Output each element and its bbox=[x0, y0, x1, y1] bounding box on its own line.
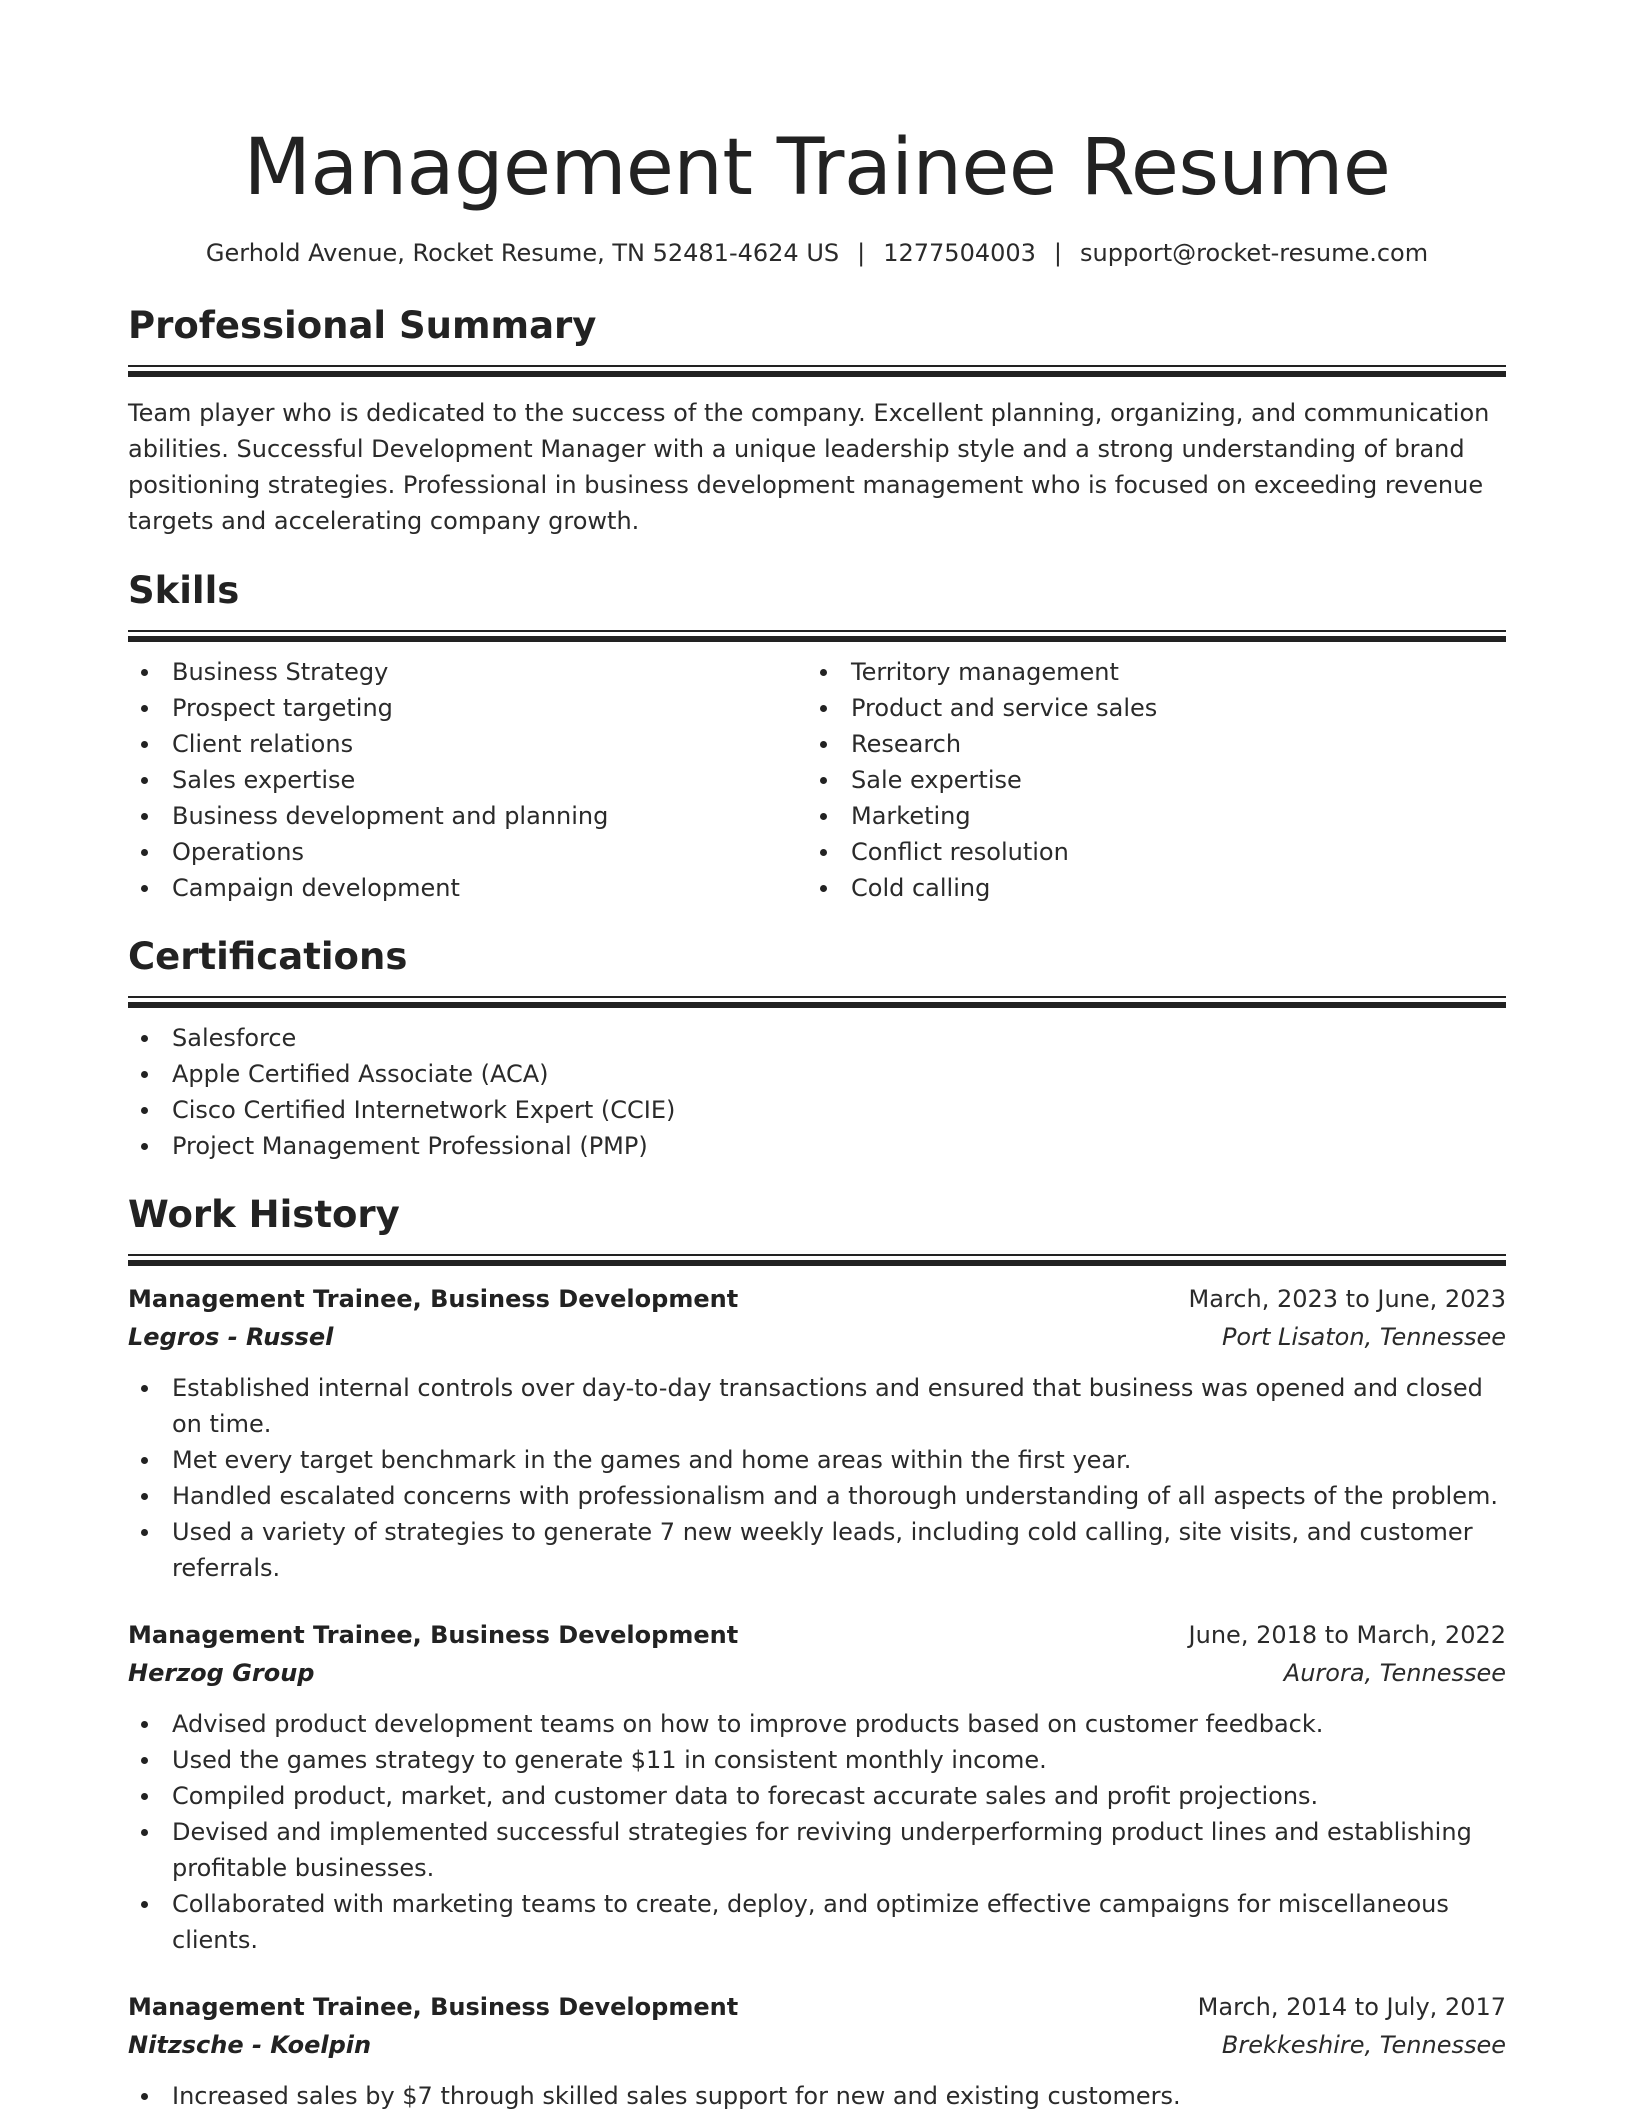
work-history-section bbox=[128, 1192, 1506, 2114]
contact-phone: 1277504003 bbox=[883, 239, 1036, 267]
job-dates: March, 2023 to June, 2023 bbox=[1188, 1285, 1506, 1313]
skills-grid bbox=[128, 654, 1506, 906]
job-location: Aurora, Tennessee bbox=[1283, 1659, 1506, 1687]
job-header-row bbox=[128, 1280, 1506, 1318]
skill-item: Campaign development bbox=[128, 870, 807, 906]
job-entry bbox=[128, 1988, 1506, 2114]
summary-heading: Professional Summary bbox=[128, 304, 597, 347]
job-location: Port Lisaton, Tennessee bbox=[1221, 1323, 1506, 1351]
certification-item: Salesforce bbox=[128, 1020, 1506, 1056]
job-bullets bbox=[128, 1706, 1506, 1958]
skill-item: Client relations bbox=[128, 726, 807, 762]
skill-item: Cold calling bbox=[807, 870, 1486, 906]
job-dates: March, 2014 to July, 2017 bbox=[1197, 1993, 1506, 2021]
job-company: Legros - Russel bbox=[128, 1323, 334, 1351]
certifications-list bbox=[128, 1020, 1506, 1164]
job-location: Brekkeshire, Tennessee bbox=[1221, 2031, 1506, 2059]
job-company-row bbox=[128, 1318, 1506, 1356]
job-bullet: Collaborated with marketing teams to create, deploy, and optimize effective campaigns for miscellaneous clients. bbox=[128, 1886, 1506, 1958]
resume-page bbox=[128, 0, 1506, 2114]
job-company: Nitzsche - Koelpin bbox=[128, 2031, 372, 2059]
skill-item: Marketing bbox=[807, 798, 1486, 834]
job-bullets bbox=[128, 1370, 1506, 1586]
summary-section bbox=[128, 303, 1506, 539]
skill-item: Research bbox=[807, 726, 1486, 762]
job-bullet: Increased sales by $7 through skilled sales support for new and existing customers. bbox=[128, 2078, 1506, 2114]
skill-item: Operations bbox=[128, 834, 807, 870]
skill-item: Sales expertise bbox=[128, 762, 807, 798]
job-company-row bbox=[128, 2026, 1506, 2064]
skill-item: Conflict resolution bbox=[807, 834, 1486, 870]
certifications-heading: Certifications bbox=[128, 935, 408, 978]
contact-line bbox=[128, 236, 1506, 270]
job-company-row bbox=[128, 1654, 1506, 1692]
job-bullet: Met every target benchmark in the games and home areas within the first year. bbox=[128, 1442, 1506, 1478]
certifications-section bbox=[128, 934, 1506, 1164]
job-header-row bbox=[128, 1616, 1506, 1654]
job-bullet: Handled escalated concerns with professionalism and a thorough understanding of all aspects of the problem. bbox=[128, 1478, 1506, 1514]
certification-item: Project Management Professional (PMP) bbox=[128, 1128, 1506, 1164]
job-bullet: Used a variety of strategies to generate 7 new weekly leads, including cold calling, site visits, and customer referrals. bbox=[128, 1514, 1506, 1586]
job-entry bbox=[128, 1616, 1506, 1958]
job-title: Management Trainee, Business Development bbox=[128, 1993, 739, 2021]
skill-item: Product and service sales bbox=[807, 690, 1486, 726]
skills-section bbox=[128, 568, 1506, 906]
section-divider bbox=[128, 365, 1506, 375]
skills-heading: Skills bbox=[128, 569, 240, 612]
job-bullet: Compiled product, market, and customer data to forecast accurate sales and profit projections. bbox=[128, 1778, 1506, 1814]
contact-separator: | bbox=[857, 239, 866, 267]
skill-item: Prospect targeting bbox=[128, 690, 807, 726]
skills-right-list bbox=[807, 654, 1486, 906]
skill-item: Sale expertise bbox=[807, 762, 1486, 798]
section-divider bbox=[128, 630, 1506, 640]
contact-address: Gerhold Avenue, Rocket Resume, TN 52481-4624 US bbox=[205, 239, 840, 267]
job-title: Management Trainee, Business Development bbox=[128, 1285, 739, 1313]
job-entry bbox=[128, 1280, 1506, 1586]
skill-item: Business development and planning bbox=[128, 798, 807, 834]
skills-left-list bbox=[128, 654, 807, 906]
contact-email[interactable]: support@rocket-resume.com bbox=[1080, 239, 1429, 267]
page-title: Management Trainee Resume bbox=[243, 123, 1391, 213]
work-history-heading: Work History bbox=[128, 1193, 400, 1236]
skill-item: Business Strategy bbox=[128, 654, 807, 690]
job-title: Management Trainee, Business Development bbox=[128, 1621, 739, 1649]
skill-item: Territory management bbox=[807, 654, 1486, 690]
job-bullet: Used the games strategy to generate $11 in consistent monthly income. bbox=[128, 1742, 1506, 1778]
job-header-row bbox=[128, 1988, 1506, 2026]
job-bullet: Established internal controls over day-to-day transactions and ensured that business was opened and closed on time. bbox=[128, 1370, 1506, 1442]
job-dates: June, 2018 to March, 2022 bbox=[1188, 1621, 1506, 1649]
certification-item: Cisco Certified Internetwork Expert (CCIE) bbox=[128, 1092, 1506, 1128]
job-bullet: Devised and implemented successful strategies for reviving underperforming product lines and establishing profitable businesses. bbox=[128, 1814, 1506, 1886]
contact-separator: | bbox=[1053, 239, 1063, 267]
job-company: Herzog Group bbox=[128, 1659, 315, 1687]
section-divider bbox=[128, 996, 1506, 1006]
section-divider bbox=[128, 1254, 1506, 1264]
certification-item: Apple Certified Associate (ACA) bbox=[128, 1056, 1506, 1092]
job-bullets bbox=[128, 2078, 1506, 2114]
job-bullet: Advised product development teams on how to improve products based on customer feedback. bbox=[128, 1706, 1506, 1742]
summary-text: Team player who is dedicated to the success of the company. Excellent planning, organizing, and communication abilities. Successful Development Manager with a unique leadership style and a strong understanding of brand positioning strategies. Professional in business development management who is focused on exceeding revenue targets and accelerating company growth. bbox=[128, 399, 1490, 535]
